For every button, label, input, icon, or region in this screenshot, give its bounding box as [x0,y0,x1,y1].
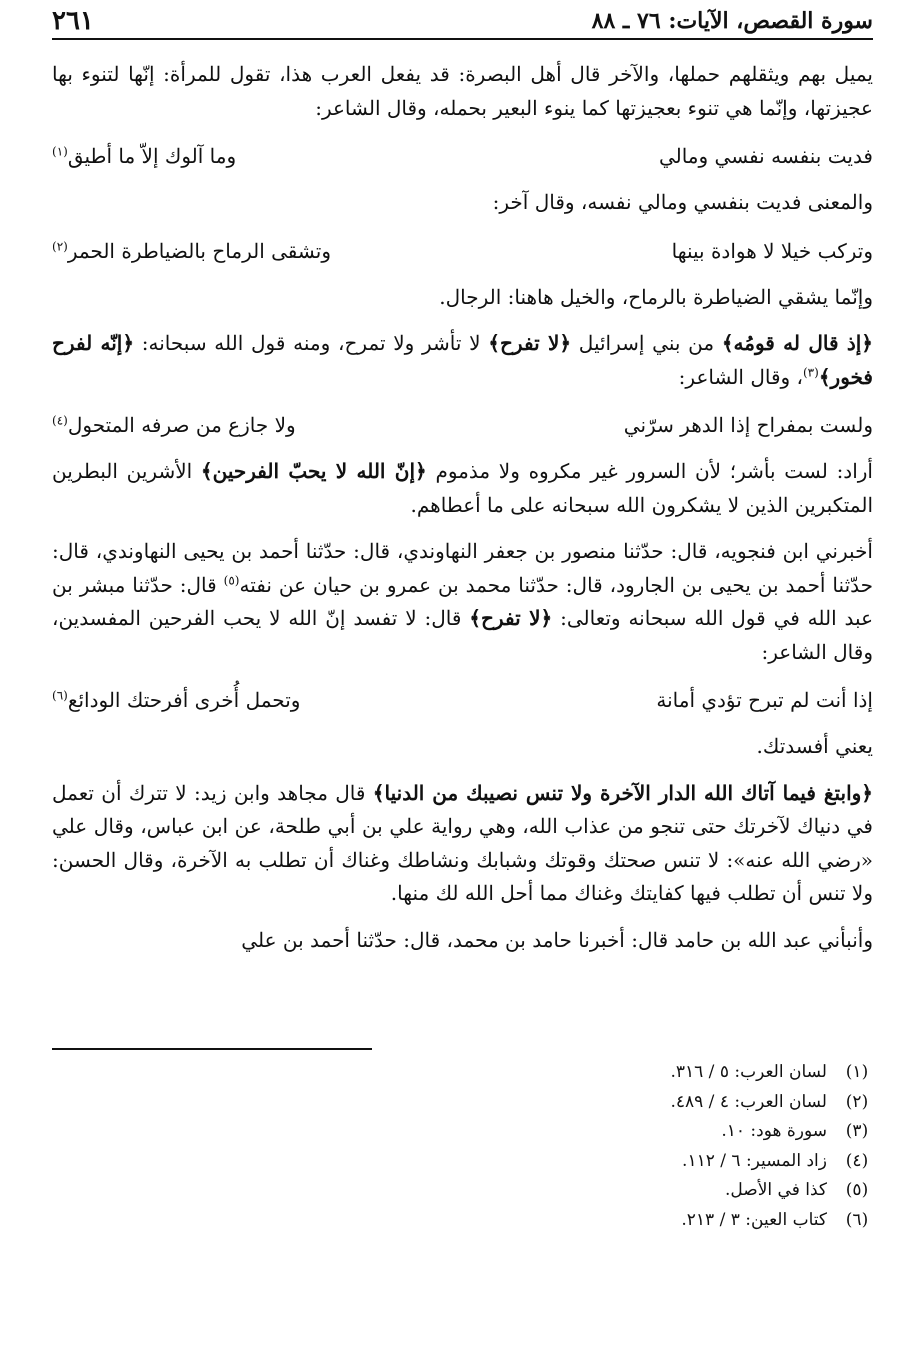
paragraph-2: والمعنى فديت بنفسي ومالي نفسه، وقال آخر: [492,190,873,214]
footnote-ref-2[interactable]: (٢) [52,238,68,253]
running-title: سورة القصص، الآيات: ٧٦ ـ ٨٨ [591,8,873,34]
poetry-verse-3 [52,407,873,443]
footnote-item: (٦) كتاب العين: ٣ / ٢١٣. [681,1209,869,1230]
quran-quote: ﴿إنّ الله لا يحبّ الفرحين﴾ [200,459,427,483]
poetry-verse-2 [52,233,873,269]
footnote-item: (٤) زاد المسير: ٦ / ١١٢. [682,1150,869,1171]
paragraph-1: يميل بهم ويثقلهم حملها، والآخر قال أهل البصرة: قد يفعل العرب هذا، تقول للمرأة: إنّها لتنوء بها عجيزتها، وإنّما هي تنوء بعجيزتها كما ينوء البعير بحمله، وقال الشاعر: [52,62,873,120]
footnote-item: (١) لسان العرب: ٥ / ٣١٦. [670,1062,869,1082]
footnote-ref-4[interactable]: (٤) [52,413,68,428]
footnote-item: (٣) سورة هود: ١٠. [721,1121,869,1141]
paragraph-9: وأنبأني عبد الله بن حامد قال: أخبرنا حامد بن محمد، قال: حدّثنا أحمد بن علي [241,927,873,952]
quran-quote: ﴿لا تفرح﴾ [488,331,572,355]
verse-4-second-hemistich: وتحمل أُخرى أفرحتك الودائع$^{(٦)}$ [52,688,301,712]
paragraph-8: ﴿وابتغ فيما آتاك الله الدار الآخرة ولا تنس نصيبك من الدنيا﴾ قال مجاهد وابن زيد: لا تترك أن تعمل في دنياك لآخرتك حتى تنجو من عذاب الله، وهي رواية علي بن أبي طلحة، عن ابن عباس، وقال علي «رضي الله عنه»: لا تنس صحتك وقوتك وشبابك ونشاطك وغناك أن تطلب به الآخرة، وقال الحسن: ولا تنس أن تطلب فيها كفايتك وغناك مما أحل الله لك منها. [52,780,873,905]
poetry-verse-1 [52,138,873,174]
paragraph-3: وإنّما يشقي الضياطرة بالرماح، والخيل هاهنا: الرجال. [439,284,873,309]
footnote-ref-5[interactable]: (٥) [223,572,240,587]
paragraph-5: أراد: لست بأشر؛ لأن السرور غير مكروه ولا مذموم ﴿إنّ الله لا يحبّ الفرحين﴾ الأشرين البطرين المتكبرين الذين لا يشكرون الله سبحانه على ما أعطاهم. [52,459,873,517]
verse-4-first-hemistich: إذا أنت لم تبرح تؤدي أمانة [656,688,873,712]
paragraph-6: أخبرني ابن فنجويه، قال: حدّثنا منصور بن جعفر النهاوندي، قال: حدّثنا أحمد بن يحيى النهاوندي، قال: حدّثنا أحمد بن يحيى بن الجارود، قال: حدّثنا محمد بن عمرو بن حيان عن نفته$^{(٥)}$ قال: حدّثنا مبشر بن عبد الله في قول الله سبحانه وتعالى: ﴿لا تفرح﴾ قال: لا تفسد إنّ الله لا يحب الفرحين المفسدين، وقال الشاعر: [52,539,874,664]
verse-2-second-hemistich: وتشقى الرماح بالضياطرة الحمر$^{(٢)}$ [52,238,331,263]
verse-1-first-hemistich: فديت بنفسه نفسي ومالي [658,144,873,168]
verse-2-first-hemistich: وتركب خيلا لا هوادة بينها [671,238,873,263]
verse-3-second-hemistich: ولا جازع من صرفه المتحول$^{(٤)}$ [52,413,296,437]
quran-quote: ﴿وابتغ فيما آتاك الله الدار الآخرة ولا تنس نصيبك من الدنيا﴾ [372,780,873,805]
footnote-ref-1[interactable]: (١) [52,144,68,159]
footnote-item: (٥) كذا في الأصل. [725,1180,869,1200]
footnotes [52,1048,873,1235]
footnote-ref-6[interactable]: (٦) [52,688,68,703]
footnote-item: (٢) لسان العرب: ٤ / ٤٨٩. [670,1091,869,1112]
quran-quote: ﴿لا تفرح﴾ [469,606,553,630]
main-text [52,58,873,970]
paragraph-4: ﴿إذ قال له قومُه﴾ من بني إسرائيل ﴿لا تفرح﴾ لا تأشر ولا تمرح، ومنه قول الله سبحانه: ﴿إنّه لفرح فخور﴾$^{(٣)}$، وقال الشاعر: [52,331,873,389]
poetry-verse-4 [52,682,873,718]
page-header [52,4,873,40]
verse-3-first-hemistich: ولست بمفراح إذا الدهر سرّني [623,413,873,437]
quran-quote: ﴿إنّه لفرح فخور﴾ [52,331,873,389]
quran-quote: ﴿إذ قال له قومُه﴾ [721,331,873,355]
verse-1-second-hemistich: وما آلوك إلاّ ما أطيق$^{(١)}$ [52,144,237,168]
page-number: ٢٦١ [52,6,94,36]
footnote-ref-3[interactable]: (٣) [802,364,819,379]
paragraph-7: يعني أفسدتك. [756,734,873,758]
